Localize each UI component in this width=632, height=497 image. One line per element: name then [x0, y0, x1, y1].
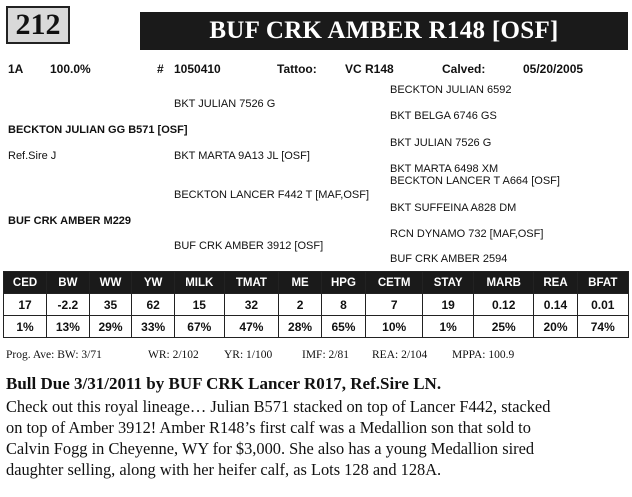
pedigree-sire: BECKTON JULIAN GG B571 [OSF]: [8, 124, 188, 136]
pedigree-dam-dam: BUF CRK AMBER 3912 [OSF]: [174, 240, 324, 252]
epd-header: MARB: [473, 272, 533, 294]
pedigree-sire-sire: BKT JULIAN 7526 G: [174, 98, 276, 110]
epd-value: -2.2: [47, 294, 90, 316]
epd-header: ME: [279, 272, 322, 294]
animal-name-title: BUF CRK AMBER R148 [OSF]: [140, 12, 628, 50]
progeny-mppa: MPPA: 100.9: [452, 349, 515, 361]
reg-label: #: [157, 62, 164, 76]
epd-table: [3, 271, 629, 338]
epd-header: HPG: [321, 272, 365, 294]
epd-header: BW: [47, 272, 90, 294]
epd-percentile: 28%: [279, 316, 322, 338]
calved-label: Calved:: [442, 62, 486, 76]
tattoo-label: Tattoo:: [277, 62, 317, 76]
epd-value: 17: [4, 294, 47, 316]
epd-header: CED: [4, 272, 47, 294]
epd-percentile-row: [4, 316, 629, 338]
epd-header-row: [4, 272, 629, 294]
registry: 1A: [8, 62, 24, 76]
reg-number: 1050410: [174, 62, 221, 76]
epd-percentile: 1%: [4, 316, 47, 338]
epd-percentile: 65%: [321, 316, 365, 338]
epd-value: 7: [366, 294, 423, 316]
epd-value: 15: [174, 294, 224, 316]
progeny-imf: IMF: 2/81: [302, 349, 349, 361]
percent: 100.0%: [50, 62, 91, 76]
pedigree-dsd: BKT SUFFEINA A828 DM: [390, 202, 517, 214]
calved-date: 05/20/2005: [523, 62, 584, 76]
pedigree-sdd: BKT MARTA 6498 XM: [390, 163, 499, 175]
epd-percentile: 1%: [423, 316, 474, 338]
lot-number: 212: [6, 6, 70, 44]
pedigree-sds: BKT JULIAN 7526 G: [390, 137, 492, 149]
epd-header: REA: [534, 272, 577, 294]
epd-percentile: 20%: [534, 316, 577, 338]
pedigree-ssd: BKT BELGA 6746 GS: [390, 110, 497, 122]
bull-due: Bull Due 3/31/2011 by BUF CRK Lancer R017, Ref.Sire LN.: [6, 374, 442, 393]
pedigree-sire-dam: BKT MARTA 9A13 JL [OSF]: [174, 150, 310, 162]
epd-value: 19: [423, 294, 474, 316]
epd-header: YW: [132, 272, 175, 294]
epd-header: WW: [89, 272, 132, 294]
epd-percentile: 47%: [224, 316, 279, 338]
progeny-wr: WR: 2/102: [148, 349, 199, 361]
pedigree-dam: BUF CRK AMBER M229: [8, 215, 132, 227]
pedigree-dam-sire: BECKTON LANCER F442 T [MAF,OSF]: [174, 189, 369, 201]
epd-header: TMAT: [224, 272, 279, 294]
epd-value: 62: [132, 294, 175, 316]
epd-percentile: 67%: [174, 316, 224, 338]
epd-percentile: 25%: [473, 316, 533, 338]
epd-header: BFAT: [577, 272, 628, 294]
pedigree-sss: BECKTON JULIAN 6592: [390, 84, 512, 96]
epd-header: MILK: [174, 272, 224, 294]
description-line: Calvin Fogg in Cheyenne, WY for $3,000. She also has a young Medallion sired: [6, 439, 535, 458]
epd-value: 0.14: [534, 294, 577, 316]
pedigree-dds: RCN DYNAMO 732 [MAF,OSF]: [390, 228, 544, 240]
epd-header: CETM: [366, 272, 423, 294]
epd-percentile: 29%: [89, 316, 132, 338]
epd-value: 0.12: [473, 294, 533, 316]
epd-value: 2: [279, 294, 322, 316]
epd-percentile: 74%: [577, 316, 628, 338]
epd-value: 8: [321, 294, 365, 316]
description-line: daughter selling, along with her heifer calf, as Lots 128 and 128A.: [6, 460, 442, 479]
epd-value: 35: [89, 294, 132, 316]
epd-header: STAY: [423, 272, 474, 294]
progeny-bw: Prog. Ave: BW: 3/71: [6, 349, 102, 361]
epd-value-row: [4, 294, 629, 316]
epd-value: 0.01: [577, 294, 628, 316]
tattoo: VC R148: [345, 62, 394, 76]
pedigree-ddd: BUF CRK AMBER 2594: [390, 253, 508, 265]
description-line: Check out this royal lineage… Julian B571 stacked on top of Lancer F442, stacked: [6, 397, 551, 416]
epd-value: 32: [224, 294, 279, 316]
epd-percentile: 13%: [47, 316, 90, 338]
pedigree-dss: BECKTON LANCER T A664 [OSF]: [390, 175, 560, 187]
epd-percentile: 10%: [366, 316, 423, 338]
description: [6, 396, 628, 480]
progeny-yr: YR: 1/100: [224, 349, 273, 361]
description-line: on top of Amber 3912! Amber R148’s first calf was a Medallion son that sold to: [6, 418, 531, 437]
pedigree-ref-sire: Ref.Sire J: [8, 150, 57, 162]
progeny-rea: REA: 2/104: [372, 349, 428, 361]
epd-percentile: 33%: [132, 316, 175, 338]
